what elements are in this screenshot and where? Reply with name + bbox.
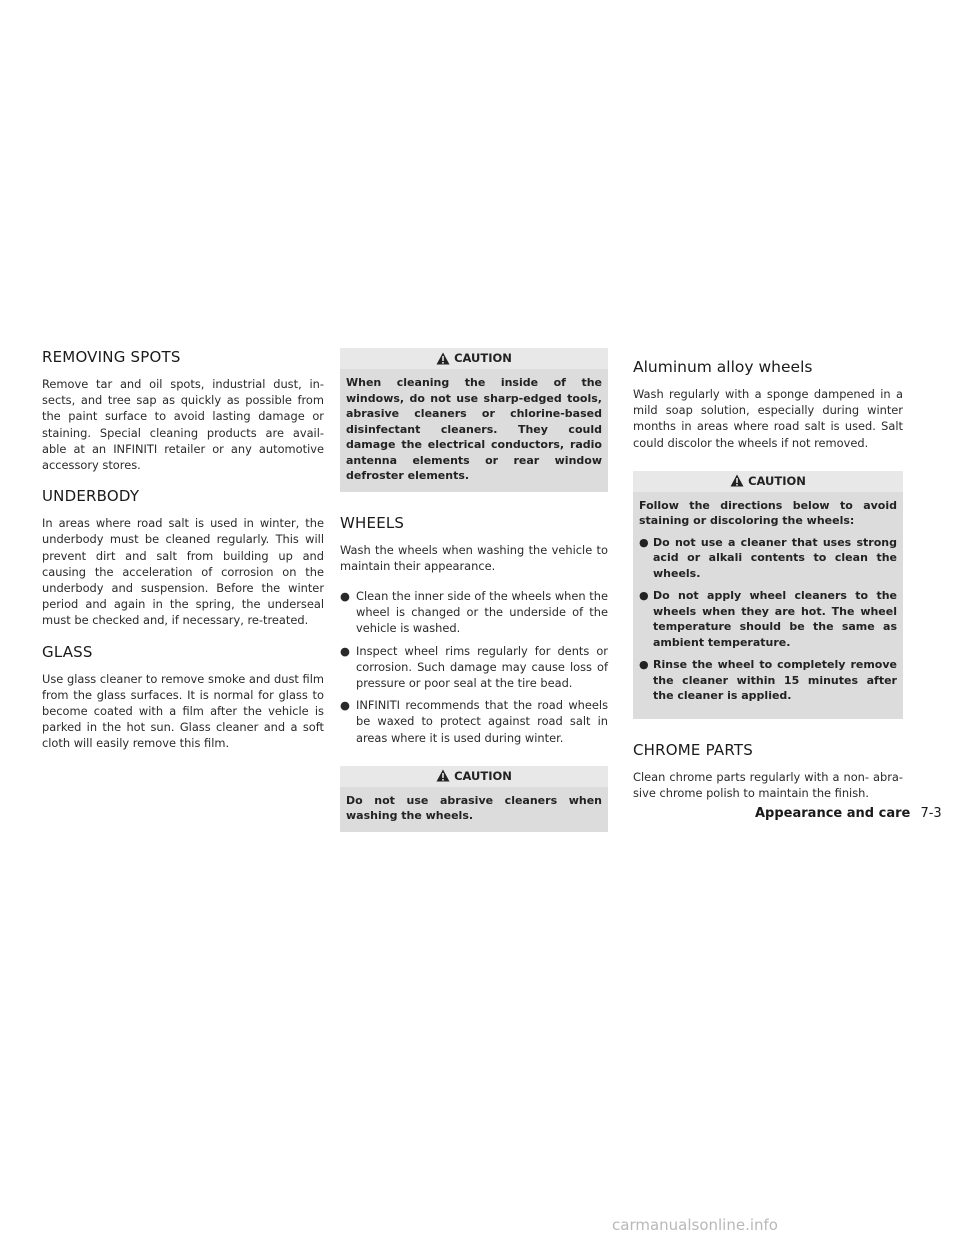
chrome-parts-text: Clean chrome parts regularly with a non- abra- sive chrome polish to maintain the finish.: [633, 769, 903, 801]
column-right: [633, 348, 903, 815]
caution-label: CAUTION: [454, 768, 512, 783]
warning-icon: [436, 769, 450, 782]
caution-label: CAUTION: [454, 351, 512, 365]
column-left: [42, 348, 324, 766]
list-item: ● Do not apply wheel cleaners to the wheels when they are hot. The wheel temperature should be the same as ambient temperature.: [639, 589, 897, 649]
footer-section-title: Appearance and care: [755, 806, 911, 821]
underbody-text: In areas where road salt is used in winter, the underbody must be cleaned regularly. This will prevent dirt and salt from building up and causing the acceleration of corrosion on the underbody and suspension. Before the winter period and again in the spring, the underseal must be checked and, if necessary, re-treated.: [42, 516, 324, 628]
bullet-icon: ●: [340, 643, 350, 658]
heading-chrome-parts: CHROME PARTS: [633, 740, 753, 759]
removing-spots-text: Remove tar and oil spots, industrial dust, in- sects, and tree sap as quickly as possible from the paint surface to avoid lasting damage or staining. Special cleaning products are avail- able at an INFINITI retailer or any automotive accessory stores.: [42, 377, 324, 473]
bullet-icon: ●: [340, 698, 350, 713]
caution-box-windows: [340, 348, 608, 492]
caution-intro: Follow the directions below to avoid staining or discoloring the wheels:: [639, 498, 897, 528]
caution-box-wheels: [340, 766, 608, 832]
list-item: ● Do not use a cleaner that uses strong acid or alkali contents to clean the wheels.: [639, 535, 897, 580]
warning-icon: [730, 474, 744, 487]
list-item: ● INFINITI recommends that the road wheels be waxed to protect against road salt in areas where it is used during winter.: [340, 698, 608, 745]
list-item: ● Inspect wheel rims regularly for dents or corrosion. Such damage may cause loss of pressure or poor seal at the tire bead.: [340, 643, 608, 690]
bullet-icon: ●: [639, 535, 649, 549]
watermark: carmanualsonline.info: [612, 1216, 778, 1234]
caution-content: [633, 492, 903, 719]
heading-aluminum-alloy-wheels: Aluminum alloy wheels: [633, 358, 813, 376]
page-number: 7-3: [920, 806, 942, 821]
caution-bullet-list: [639, 535, 897, 704]
caution-header: [340, 348, 608, 369]
column-middle: [340, 348, 608, 850]
warning-icon: [436, 352, 450, 365]
heading-wheels: WHEELS: [340, 513, 405, 532]
glass-text: Use glass cleaner to remove smoke and dust film from the glass surfaces. It is normal for glass to become coated with a film after the vehicle is parked in the hot sun. Glass cleaner and a soft cloth will easily remove this film.: [42, 671, 324, 751]
caution-text: When cleaning the inside of the windows, do not use sharp-edged tools, abrasive cleaners or chlorine-based disinfectant cleaners. They could damage the electrical conductors, radio antenna elements or rear window defroster elements.: [346, 376, 602, 482]
heading-underbody: UNDERBODY: [42, 487, 140, 506]
caution-header: [633, 471, 903, 492]
wheels-bullet-list: [340, 588, 608, 746]
alloy-wheels-text: Wash regularly with a sponge dampened in a mild soap solution, especially during winter months in areas where road salt is used. Salt could discolor the wheels if not removed.: [633, 387, 903, 450]
list-item: ● Clean the inner side of the wheels when the wheel is changed or the underside of the vehicle is washed.: [340, 588, 608, 636]
caution-header: [340, 766, 608, 787]
heading-removing-spots: REMOVING SPOTS: [42, 348, 181, 366]
bullet-icon: ●: [340, 588, 350, 603]
bullet-icon: ●: [639, 658, 649, 672]
caution-box-alloy: [633, 471, 903, 719]
list-item: ● Rinse the wheel to completely remove the cleaner within 15 minutes after the cleaner is applied.: [639, 658, 897, 703]
heading-glass: GLASS: [42, 642, 93, 661]
bullet-icon: ●: [639, 589, 649, 603]
wheels-text: Wash the wheels when washing the vehicle to maintain their appearance.: [340, 542, 608, 573]
caution-label: CAUTION: [748, 473, 806, 488]
page-footer: [755, 806, 942, 821]
caution-text: Do not use abrasive cleaners when washing the wheels.: [346, 793, 602, 823]
